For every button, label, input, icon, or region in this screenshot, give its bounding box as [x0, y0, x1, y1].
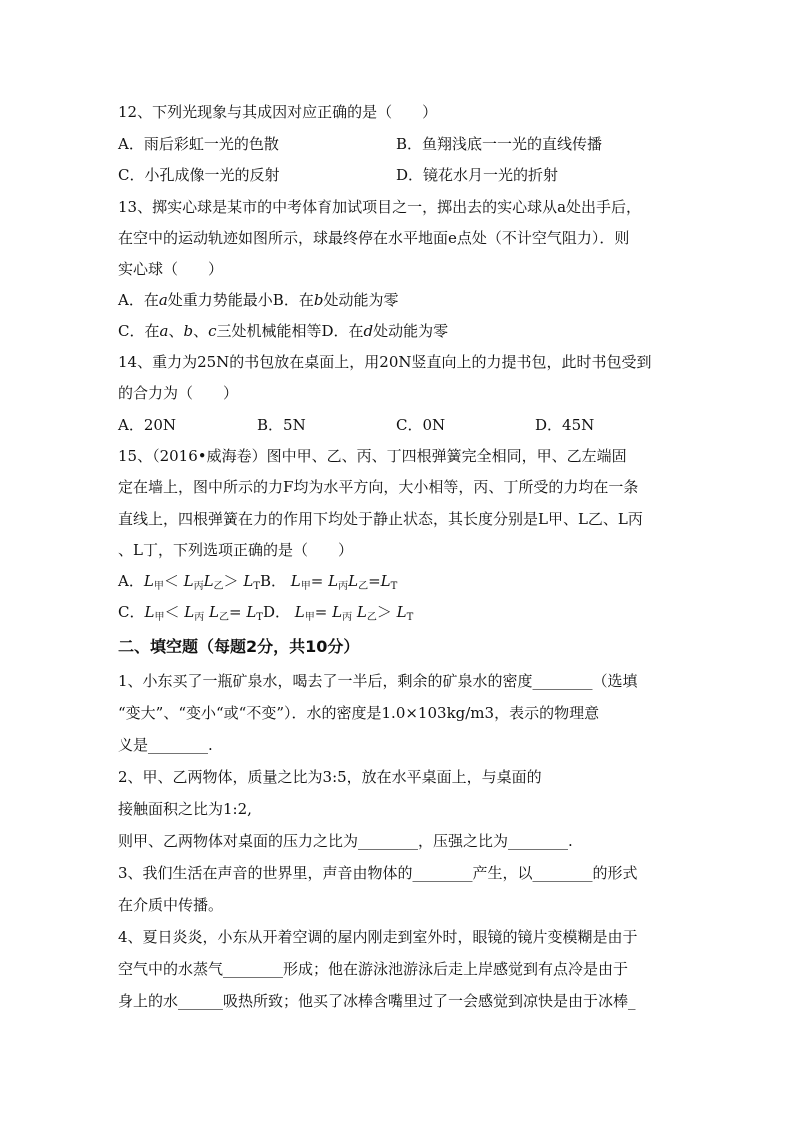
sub-yi: 乙 — [218, 612, 229, 623]
sub-jia: 甲 — [153, 581, 164, 592]
var-c: c — [208, 322, 217, 340]
q13-stem-line-3: 实心球（ ） — [118, 260, 224, 278]
sub-jia: 甲 — [154, 612, 165, 623]
var-d: d — [363, 322, 374, 340]
sub-t: T — [253, 581, 260, 592]
var-l: L — [183, 572, 194, 590]
q12-option-b: B．鱼翔浅底一一光的直线传播 — [396, 135, 603, 153]
sub-yi: 乙 — [358, 581, 369, 592]
var-l: L — [209, 603, 219, 621]
q15-stem-line-4: 、L丁，下列选项正确的是（ ） — [118, 541, 353, 559]
sub-yi: 乙 — [213, 581, 224, 592]
text: 、 — [168, 322, 184, 340]
sub-bing: 丙 — [193, 581, 204, 592]
text: = — [368, 572, 381, 590]
q13-options-ab — [118, 290, 398, 310]
f1-line-3: 义是________. — [118, 736, 213, 754]
f4-line-1: 4、夏日炎炎，小东从开着空调的屋内刚走到室外时，眼镜的镜片变模糊是由于 — [118, 928, 638, 946]
var-l: L — [348, 572, 359, 590]
text: 处动能为零 — [323, 291, 399, 309]
text: A． — [118, 572, 144, 590]
q13-options-cd — [118, 321, 448, 341]
var-l: L — [380, 572, 391, 590]
q14-stem-line-2: 的合力为（ ） — [118, 384, 239, 402]
f4-line-2: 空气中的水蒸气________形成；他在游泳池游泳后走上岸感觉到有点冷是由于 — [118, 960, 629, 978]
var-b: b — [183, 322, 194, 340]
var-a: a — [158, 291, 168, 309]
sub-t: T — [406, 612, 414, 623]
f1-line-2: “变大”、“变小“或“不变”）．水的密度是1.0×103kg/m3，表示的物理意 — [118, 704, 600, 722]
q15-options-ab — [118, 571, 397, 597]
text: ＞ — [376, 603, 392, 621]
text: 处重力势能最小B．在 — [167, 291, 314, 309]
text: = — [310, 572, 324, 590]
sub-jia: 甲 — [304, 612, 315, 623]
q12-stem: 12、下列光现象与其成因对应正确的是（ ） — [118, 103, 438, 121]
var-l: L — [332, 603, 343, 621]
text: D． — [262, 603, 290, 621]
var-l: L — [396, 603, 407, 621]
f2-line-2: 接触面积之比为1:2, — [118, 800, 252, 818]
q12-option-d: D．镜花水月一光的折射 — [396, 166, 559, 184]
var-l: L — [356, 603, 367, 621]
var-l: L — [246, 603, 257, 621]
q13-stem-line-2: 在空中的运动轨迹如图所示，球最终停在水平地面e点处（不计空气阻力）．则 — [118, 229, 630, 247]
q14-option-d: D．45N — [535, 416, 595, 434]
text: 、 — [193, 322, 209, 340]
q15-stem-line-1: 15、（2016•威海卷）图中甲、乙、丙、丁四根弹簧完全相同，甲、乙左端固 — [118, 447, 627, 465]
sub-bing: 丙 — [338, 581, 349, 592]
q14-option-c: C．0N — [396, 416, 446, 434]
var-l: L — [243, 572, 254, 590]
text: ＞ — [223, 572, 239, 590]
var-a: a — [159, 322, 169, 340]
text: 处动能为零 — [373, 322, 449, 340]
text: 三处机械能相等D．在 — [216, 322, 364, 340]
q13-stem-line-1: 13、掷实心球是某市的中考体育加试项目之一，掷出去的实心球从a处出手后， — [118, 198, 642, 216]
sub-bing: 丙 — [342, 612, 353, 623]
section-heading-fill-in: 二、填空题（每题2分，共10分） — [118, 637, 360, 656]
text: ＜ — [164, 603, 180, 621]
f3-line-1: 3、我们生活在声音的世界里，声音由物体的________产生，以________的形式 — [118, 864, 638, 882]
var-l: L — [144, 603, 155, 621]
var-l: L — [328, 572, 339, 590]
var-l: L — [290, 572, 301, 590]
var-l: L — [184, 603, 195, 621]
f2-line-1: 2、甲、乙两物体，质量之比为3:5，放在水平桌面上，与桌面的 — [118, 768, 542, 786]
sub-jia: 甲 — [300, 581, 311, 592]
q14-option-a: A．20N — [118, 416, 177, 434]
sub-yi: 乙 — [366, 612, 377, 623]
f1-line-1: 1、小东买了一瓶矿泉水，喝去了一半后，剩余的矿泉水的密度________（选填 — [118, 672, 638, 690]
q15-stem-line-3: 直线上，四根弹簧在力的作用下均处于静止状态，其长度分别是L甲、L乙、L丙 — [118, 510, 643, 528]
text: A．在 — [118, 291, 159, 309]
q14-option-b: B．5N — [257, 416, 306, 434]
var-l: L — [143, 572, 154, 590]
text: B． — [259, 572, 287, 590]
q15-stem-line-2: 定在墙上，图中所示的力F均为水平方向，大小相等，丙、丁所受的力均在一条 — [118, 478, 639, 496]
var-l: L — [294, 603, 305, 621]
q12-option-c: C．小孔成像一光的反射 — [118, 166, 280, 184]
text: ＜ — [163, 572, 179, 590]
var-l: L — [203, 572, 214, 590]
f3-line-2: 在介质中传播。 — [118, 896, 224, 914]
text: = — [314, 603, 328, 621]
f4-line-3: 身上的水______吸热所致；他买了冰棒含嘴里过了一会感觉到凉快是由于冰棒_ — [118, 992, 636, 1010]
sub-bing: 丙 — [194, 612, 205, 623]
sub-t: T — [390, 581, 398, 592]
text: C． — [118, 603, 145, 621]
text: C．在 — [118, 322, 160, 340]
sub-t: T — [256, 612, 263, 623]
q15-options-cd — [118, 602, 413, 628]
q14-stem-line-1: 14、重力为25N的书包放在桌面上，用20N竖直向上的力提书包，此时书包受到 — [118, 353, 652, 371]
text: = — [228, 603, 242, 621]
f2-line-3: 则甲、乙两物体对桌面的压力之比为________，压强之比为________. — [118, 832, 573, 850]
q12-option-a: A．雨后彩虹一光的色散 — [118, 135, 279, 153]
var-b: b — [313, 291, 324, 309]
